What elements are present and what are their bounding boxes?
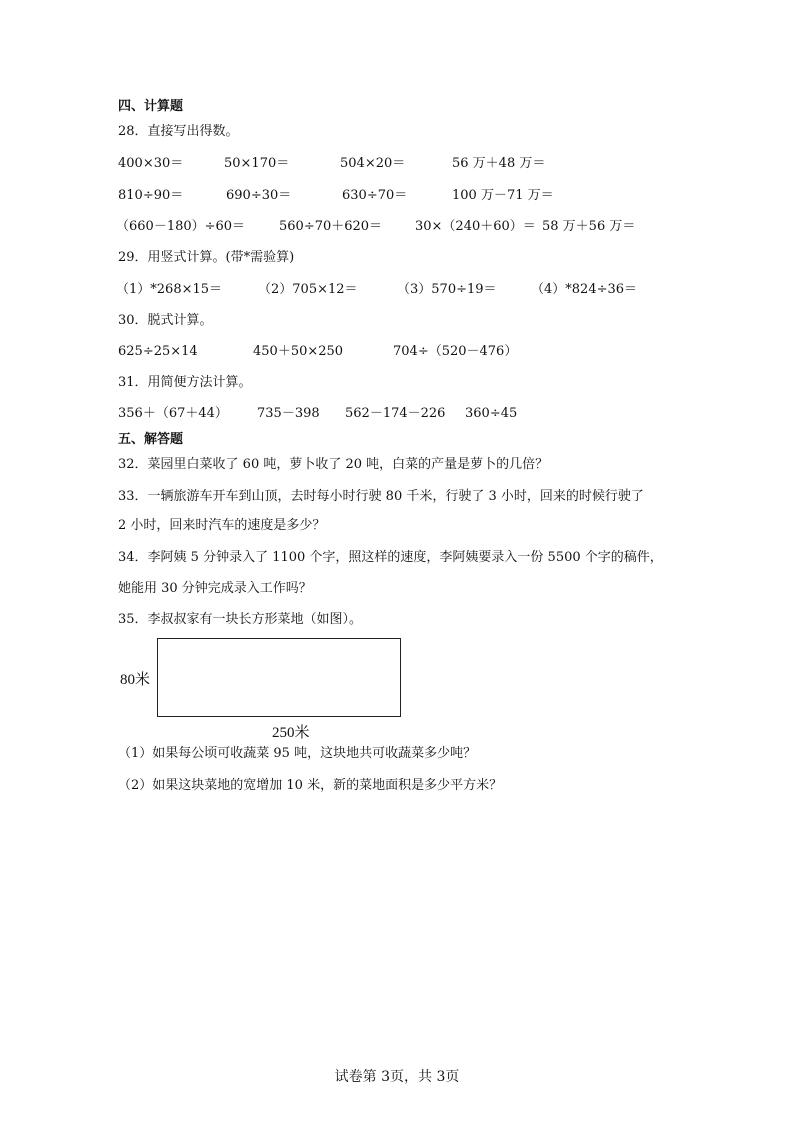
q34-text-line-2: 她能用 30 分钟完成录入工作吗？ (118, 581, 312, 596)
q28-item: 504×20＝ (340, 156, 406, 171)
q34-text-line-1: 34．李阿姨 5 分钟录入了 1100 个字，照这样的速度，李阿姨要录入一份 5500 个字的稿件， (118, 550, 663, 565)
q28-item: 690÷30＝ (226, 188, 292, 203)
q31-stem: 31．用简便方法计算。 (118, 375, 252, 390)
q28-item: 400×30＝ (118, 156, 184, 171)
section-5-title: 五、解答题 (118, 432, 184, 447)
q30-item: 450＋50×250 (253, 344, 344, 359)
q33-text-line-1: 33．一辆旅游车开车到山顶，去时每小时行驶 80 千米，行驶了 3 小时，回来的时候行驶了 (118, 489, 644, 504)
q35-sub-2: （2）如果这块菜地的宽增加 10 米，新的菜地面积是多少平方米？ (118, 778, 503, 793)
plot-rectangle (157, 638, 401, 717)
q28-item: （660－180）÷60＝ (116, 219, 246, 234)
q28-item: 30×（240＋60）＝ (415, 219, 536, 234)
q33-text-line-2: 2 小时，回来时汽车的速度是多少？ (118, 518, 326, 533)
q29-item: （4）*824÷36＝ (531, 282, 638, 297)
width-label: 80米 (120, 672, 151, 688)
q28-stem: 28．直接写出得数。 (118, 124, 239, 139)
q31-item: 735－398 (257, 406, 320, 421)
q28-item: 630÷70＝ (342, 188, 408, 203)
q29-item: （3）570÷19＝ (397, 282, 497, 297)
q28-item: 100 万－71 万＝ (452, 188, 554, 203)
q28-item: 50×170＝ (224, 156, 290, 171)
q35-stem: 35．李叔叔家有一块长方形菜地（如图）。 (118, 612, 363, 627)
q32-text: 32．菜园里白菜收了 60 吨，萝卜收了 20 吨，白菜的产量是萝卜的几倍？ (118, 457, 549, 472)
q31-item: 360÷45 (465, 406, 518, 421)
q31-item: 356＋（67＋44） (118, 406, 228, 421)
q29-stem: 29．用竖式计算。(带*需验算) (118, 250, 295, 265)
q30-item: 625÷25×14 (118, 344, 198, 359)
q31-item: 562－174－226 (345, 406, 446, 421)
section-4-title: 四、计算题 (118, 99, 184, 114)
q28-item: 810÷90＝ (118, 188, 184, 203)
q30-stem: 30．脱式计算。 (118, 313, 213, 328)
q30-item: 704÷（520－476） (393, 344, 518, 359)
q29-item: （1）*268×15＝ (116, 282, 223, 297)
q28-item: 56 万＋48 万＝ (452, 156, 546, 171)
length-label: 250米 (272, 725, 310, 741)
q35-sub-1: （1）如果每公顷可收蔬菜 95 吨，这块地共可收蔬菜多少吨？ (118, 746, 477, 761)
page-footer: 试卷第 3页，共 3页 (334, 1069, 460, 1085)
q28-item: 58 万＋56 万＝ (542, 219, 636, 234)
q28-item: 560÷70＋620＝ (279, 219, 383, 234)
q29-item: （2）705×12＝ (258, 282, 358, 297)
